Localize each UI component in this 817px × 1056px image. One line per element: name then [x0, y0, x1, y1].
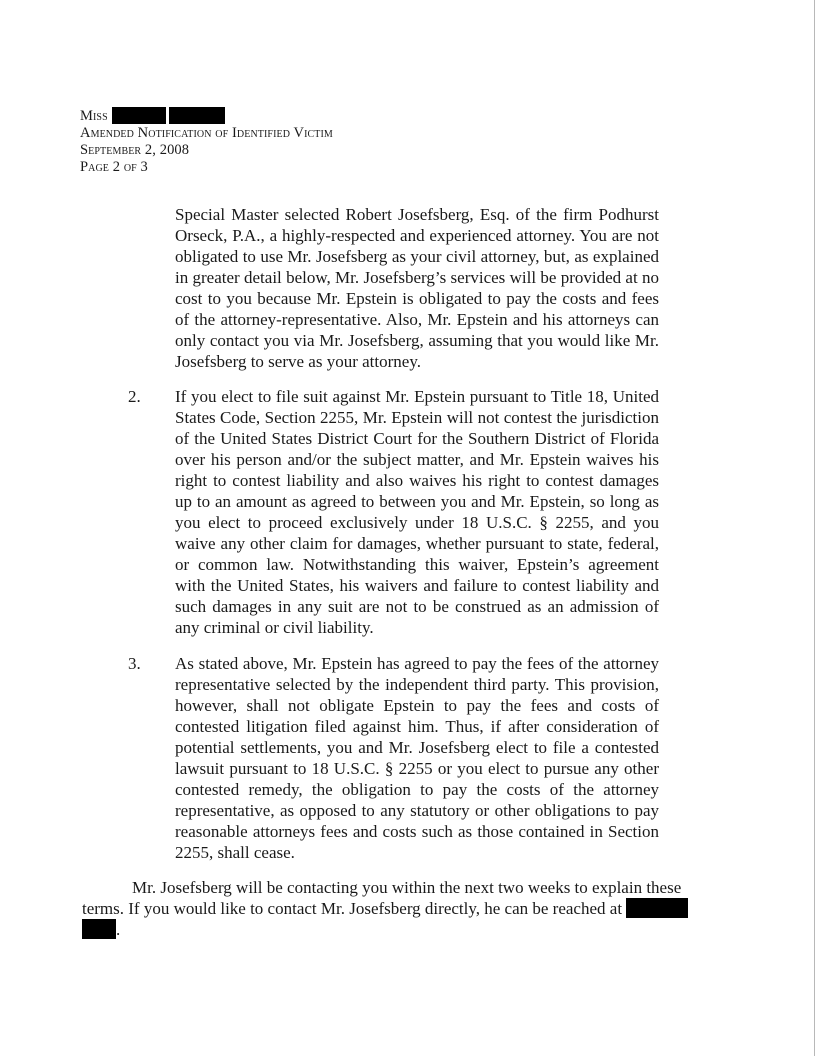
- item-text: As stated above, Mr. Epstein has agreed to pay the fees of the attorney representative selected by the independent third party. This provision, however, shall not obligate Epstein to pay the fees and costs of contested litigation filed against him. Thus, if after consideration of potential settlements, you and Mr. Josefsberg elect to file a contested lawsuit pursuant to 18 U.S.C. § 2255 or you elect to pursue any other contested remedy, the obligation to pay the costs of the attorney representative, as opposed to any statutory or other obligations to pay reasonable attorneys fees and costs such as those contained in Section 2255, shall cease.: [175, 654, 659, 862]
- item-text: If you elect to file suit against Mr. Epstein pursuant to Title 18, United States Code, Section 2255, Mr. Epstein will not contest the jurisdiction of the United States District Court for the Southern District of Florida over his person and/or the subject matter, and Mr. Epstein waives his right to contest liability and also waives his right to contest damages up to an amount as agreed to between you and Mr. Epstein, so long as you elect to proceed exclusively under 18 U.S.C. § 2255, and you waive any other claim for damages, whether pursuant to state, federal, or common law. Notwithstanding this waiver, Epstein’s agreement with the United States, his waivers and failure to contest liability and such damages in any suit are not to be construed as an admission of any criminal or civil liability.: [175, 387, 659, 637]
- redaction-box: [169, 107, 225, 124]
- document-date: September 2, 2008: [80, 142, 190, 158]
- redaction-box: [626, 898, 688, 918]
- closing-period: .: [116, 920, 121, 939]
- closing-paragraph: [82, 877, 712, 940]
- letter-header: [80, 107, 333, 176]
- continued-paragraph: Special Master selected Robert Josefsberg, Esq. of the firm Podhurst Orseck, P.A., a highly-respected and experienced attorney. You are not obligated to use Mr. Josefsberg as your civil attorney, but, as explained in greater detail below, Mr. Josefsberg’s services will be provided at no cost to you because Mr. Epstein is obligated to pay the costs and fees of the attorney-representative. Also, Mr. Epstein and his attorneys can only contact you via Mr. Josefsberg, assuming that you would like Mr. Josefsberg to serve as your attorney.: [175, 205, 659, 371]
- recipient-prefix: Miss: [80, 108, 108, 124]
- document-title: Amended Notification of Identified Victim: [80, 125, 333, 141]
- page-number: Page 2 of 3: [80, 159, 148, 175]
- recipient-line: [80, 107, 333, 125]
- page-edge: [814, 0, 815, 1056]
- closing-line: [82, 898, 712, 919]
- closing-line: Mr. Josefsberg will be contacting you within the next two weeks to explain these: [132, 878, 682, 897]
- redaction-box: [82, 919, 116, 939]
- closing-line: [82, 919, 712, 940]
- item-number: 3.: [128, 654, 141, 673]
- item-number: 2.: [128, 387, 141, 406]
- closing-text: terms. If you would like to contact Mr. Josefsberg directly, he can be reached at: [82, 899, 623, 918]
- redaction-box: [112, 107, 166, 124]
